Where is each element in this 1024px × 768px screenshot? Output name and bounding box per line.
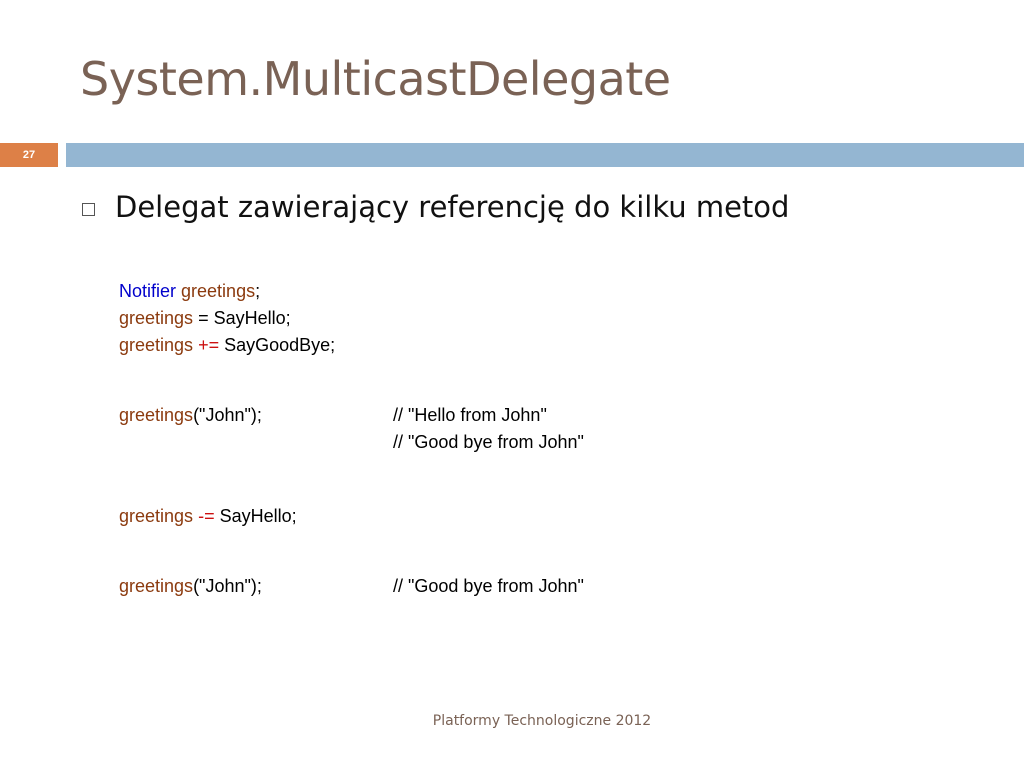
code-line-assign: [119, 307, 291, 329]
code-operator-token: +=: [198, 335, 220, 355]
code-line-invoke-2: [119, 575, 262, 597]
code-comment: // "Good bye from John": [393, 432, 584, 452]
code-line-declaration: [119, 280, 260, 302]
header-bar: [66, 143, 1024, 167]
code-variable-token: greetings: [181, 281, 256, 301]
slide-footer: Platformy Technologiczne 2012: [432, 713, 652, 729]
code-rest: ("John");: [193, 576, 262, 596]
code-variable-token: greetings: [119, 506, 194, 526]
hollow-square-bullet-icon: [82, 203, 95, 216]
code-line-remove: [119, 505, 297, 527]
slide-number: 27: [0, 143, 58, 167]
code-line-invoke-1: [119, 404, 262, 426]
code-variable-token: greetings: [119, 576, 194, 596]
code-rest: SayHello;: [214, 506, 297, 526]
code-rest: = SayHello;: [193, 308, 291, 328]
code-type-token: Notifier: [119, 281, 177, 301]
code-comment: // "Hello from John": [393, 405, 547, 425]
bullet-item: [82, 190, 789, 224]
slide-title: System.MulticastDelegate: [80, 52, 671, 106]
code-variable-token: greetings: [119, 405, 194, 425]
bullet-text: Delegat zawierający referencję do kilku metod: [115, 190, 790, 224]
code-rest: ;: [255, 281, 261, 301]
code-rest: SayGoodBye;: [219, 335, 336, 355]
code-line-add: [119, 334, 335, 356]
code-rest: ("John");: [193, 405, 262, 425]
code-operator-token: -=: [198, 506, 215, 526]
code-comment: // "Good bye from John": [393, 576, 584, 596]
code-variable-token: greetings: [119, 335, 194, 355]
code-variable-token: greetings: [119, 308, 194, 328]
